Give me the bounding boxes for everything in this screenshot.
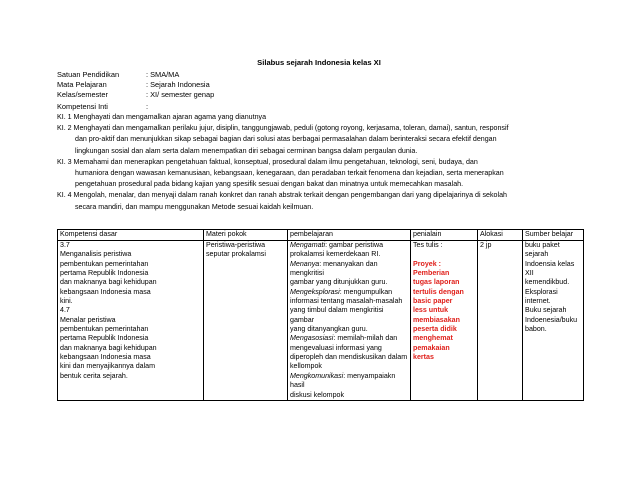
meta-value: : XI/ semester genap bbox=[146, 90, 215, 99]
kd-line: Menganalisis peristiwa bbox=[60, 250, 132, 259]
sumber-line: internet. bbox=[525, 297, 551, 306]
pembelajaran-line bbox=[290, 297, 408, 306]
pembelajaran-line bbox=[290, 306, 408, 325]
sumber-line: Buku sejarah bbox=[525, 306, 567, 315]
sumber-line: buku paket bbox=[525, 241, 560, 249]
kd-line: kebangsaan Indonesia masa bbox=[60, 353, 151, 362]
meta-key: Mata Pelajaran bbox=[57, 80, 107, 89]
meta-row-mapel bbox=[57, 80, 210, 90]
activity-text: : mengumpulkan bbox=[339, 287, 393, 296]
activity-text: yang timbul dalam mengkritisi gambar bbox=[290, 306, 384, 324]
activity-text: mengevaluasi informasi yang bbox=[290, 343, 382, 352]
header-alokasi: Alokasi bbox=[478, 230, 523, 241]
alokasi-value: 2 jp bbox=[480, 241, 492, 249]
cell-materi-pokok bbox=[204, 241, 288, 401]
pembelajaran-line bbox=[290, 241, 408, 250]
cell-sumber-belajar bbox=[523, 241, 584, 401]
penilaian-proyek-line: membiasakan bbox=[413, 315, 460, 324]
header-materi-pokok: Materi pokok bbox=[204, 230, 288, 241]
kd-line: dan maknanya bagi kehidupan bbox=[60, 343, 157, 352]
cell-penilaian bbox=[411, 241, 478, 401]
penilaian-proyek-line: basic paper bbox=[413, 297, 453, 306]
activity-label: Mengeksplorasi bbox=[290, 287, 340, 296]
meta-value: : SMA/MA bbox=[146, 70, 180, 79]
kompetensi-inti-list bbox=[57, 112, 585, 213]
sumber-line: babon. bbox=[525, 325, 547, 334]
penilaian-proyek-line: Pemberian bbox=[413, 269, 450, 278]
pembelajaran-line bbox=[290, 372, 408, 391]
meta-row-kelas bbox=[57, 90, 214, 100]
activity-text: kellompok bbox=[290, 362, 322, 371]
ki-3-line-2: humaniora dengan wawasan kemanusiaan, kebangsaan, kenegaraan, dan peradaban terkait fenomena dan kejadian, serta menerapkan bbox=[75, 169, 504, 178]
ki-2-line-2: dan pro-aktif dan menunjukkan sikap sebagai bagian dari solusi atas berbagai permasalahan dalam berinteraksi secara efektif dengan bbox=[75, 135, 497, 144]
sumber-line: Indoenesia/buku bbox=[525, 315, 578, 324]
pembelajaran-line bbox=[290, 278, 408, 287]
activity-label: Mengkomunikasi bbox=[290, 371, 344, 380]
meta-row-satuan bbox=[57, 70, 179, 80]
table-row bbox=[58, 241, 584, 401]
ki-2: KI. 2 Menghayati dan mengamalkan perilaku jujur, disiplin, tanggungjawab, peduli (gotong royong, kerjasama, toleran, damai), santun, responsif bbox=[57, 124, 509, 133]
activity-label: Mengasosiasi bbox=[290, 334, 334, 343]
page-title: Silabus sejarah Indonesia kelas XI bbox=[257, 58, 381, 67]
penilaian-proyek-line: menghemat bbox=[413, 334, 453, 343]
kd-line: kebangsaan Indonesia masa bbox=[60, 287, 151, 296]
kd-line: pembentukan pemerintahan bbox=[60, 259, 149, 268]
ki-3: KI. 3 Memahami dan menerapkan pengetahuan faktual, konseptual, prosedural dalam ilmu pengetahuan, teknologi, seni, budaya, dan bbox=[57, 157, 478, 166]
pembelajaran-line bbox=[290, 344, 408, 353]
activity-label: Menanya bbox=[290, 259, 320, 268]
kd-line: pertama Republik Indonesia bbox=[60, 269, 149, 278]
activity-text: informasi tentang masalah-masalah bbox=[290, 297, 403, 306]
penilaian-proyek-line: pemakaian bbox=[413, 343, 450, 352]
meta-value: : bbox=[146, 102, 149, 111]
pembelajaran-line bbox=[290, 334, 408, 343]
sumber-line: kemendikbud. bbox=[525, 278, 570, 287]
activity-text: : memilah-milah dan bbox=[333, 334, 398, 343]
pembelajaran-line bbox=[290, 391, 408, 400]
materi-line: seputar prokalamsi bbox=[206, 250, 266, 259]
activity-text: yang ditanyangkan guru. bbox=[290, 325, 368, 334]
cell-kompetensi-dasar bbox=[58, 241, 204, 401]
materi-line: Peristiwa-peristiwa bbox=[206, 241, 266, 249]
cell-pembelajaran bbox=[288, 241, 411, 401]
kd-line: pembentukan pemerintahan bbox=[60, 325, 149, 334]
table-header-row bbox=[58, 230, 584, 241]
kd-line: 3.7 bbox=[60, 241, 70, 249]
activity-text: prokalamsi kemerdekaan RI. bbox=[290, 250, 381, 259]
meta-key: Satuan Pendidikan bbox=[57, 70, 120, 79]
meta-value: : Sejarah Indonesia bbox=[146, 80, 210, 89]
header-penilaian: penialain bbox=[411, 230, 478, 241]
activity-label: Mengamati bbox=[290, 241, 326, 249]
penilaian-proyek-line: peserta didik bbox=[413, 325, 457, 334]
pembelajaran-line bbox=[290, 250, 408, 259]
penilaian-proyek-line: Proyek : bbox=[413, 259, 441, 268]
meta-key: Kompetensi Inti bbox=[57, 102, 108, 111]
ki-4: KI. 4 Mengolah, menalar, dan menyaji dalam ranah konkret dan ranah abstrak terkait dengan pengembangan dari yang dipelajarinya di sekolah bbox=[57, 191, 507, 200]
cell-alokasi bbox=[478, 241, 523, 401]
kd-line: bentuk cerita sejarah. bbox=[60, 371, 128, 380]
kd-line: kini. bbox=[60, 297, 73, 306]
penilaian-proyek-line: tugas laporan bbox=[413, 278, 460, 287]
syllabus-table bbox=[57, 229, 584, 401]
activity-text: diskusi kelompok bbox=[290, 390, 345, 399]
pembelajaran-line bbox=[290, 288, 408, 297]
pembelajaran-line bbox=[290, 260, 408, 279]
header-kompetensi-dasar: Kompetensi dasar bbox=[58, 230, 204, 241]
pembelajaran-line bbox=[290, 325, 408, 334]
pembelajaran-line bbox=[290, 353, 408, 362]
sumber-line: Indoensia kelas bbox=[525, 259, 575, 268]
sumber-line: sejarah bbox=[525, 250, 549, 259]
sumber-line: XII bbox=[525, 269, 534, 278]
penilaian-proyek-line: less untuk bbox=[413, 306, 449, 315]
kd-line: 4.7 bbox=[60, 306, 70, 315]
ki-1: KI. 1 Menghayati dan mengamalkan ajaran agama yang dianutnya bbox=[57, 113, 267, 121]
penilaian-proyek-line: tertulis dengan bbox=[413, 287, 464, 296]
ki-4-line-2: secara mandiri, dan mampu menggunakan Metode sesuai kaidah keilmuan. bbox=[75, 202, 314, 211]
activity-text: diperopleh dan mendiskusikan dalam bbox=[290, 353, 408, 362]
activity-text: : gambar peristiwa bbox=[325, 241, 384, 249]
penilaian-blank bbox=[413, 250, 475, 259]
kd-line: kini dan menyajikannya dalam bbox=[60, 362, 156, 371]
meta-row-ki bbox=[57, 102, 148, 112]
ki-2-line-3: lingkungan sosial dan alam serta dalam menempatkan diri sebagai cerminan bangsa dalam pergaulan dunia. bbox=[75, 146, 418, 155]
kd-line: dan maknanya bagi kehidupan bbox=[60, 278, 157, 287]
sumber-line: Eksplorasi bbox=[525, 287, 558, 296]
pembelajaran-line bbox=[290, 362, 408, 371]
activity-text: : menanyakan dan mengkritisi bbox=[290, 259, 378, 278]
activity-text: gambar yang ditunjukkan guru. bbox=[290, 278, 388, 287]
meta-key: Kelas/semester bbox=[57, 90, 108, 99]
ki-3-line-3: pengetahuan prosedural pada bidang kajian yang spesifik sesuai dengan bakat dan minatnya untuk memecahkan masalah. bbox=[75, 180, 464, 189]
kd-line: Menalar peristiwa bbox=[60, 315, 116, 324]
activity-text: : menyampaiakn hasil bbox=[290, 371, 396, 390]
header-pembelajaran: pembelajaran bbox=[288, 230, 411, 241]
penilaian-proyek-line: kertas bbox=[413, 353, 434, 362]
header-sumber-belajar: Sumber belajar bbox=[523, 230, 584, 241]
penilaian-line: Tes tulis : bbox=[413, 241, 443, 249]
kd-line: pertama Republik Indonesia bbox=[60, 334, 149, 343]
